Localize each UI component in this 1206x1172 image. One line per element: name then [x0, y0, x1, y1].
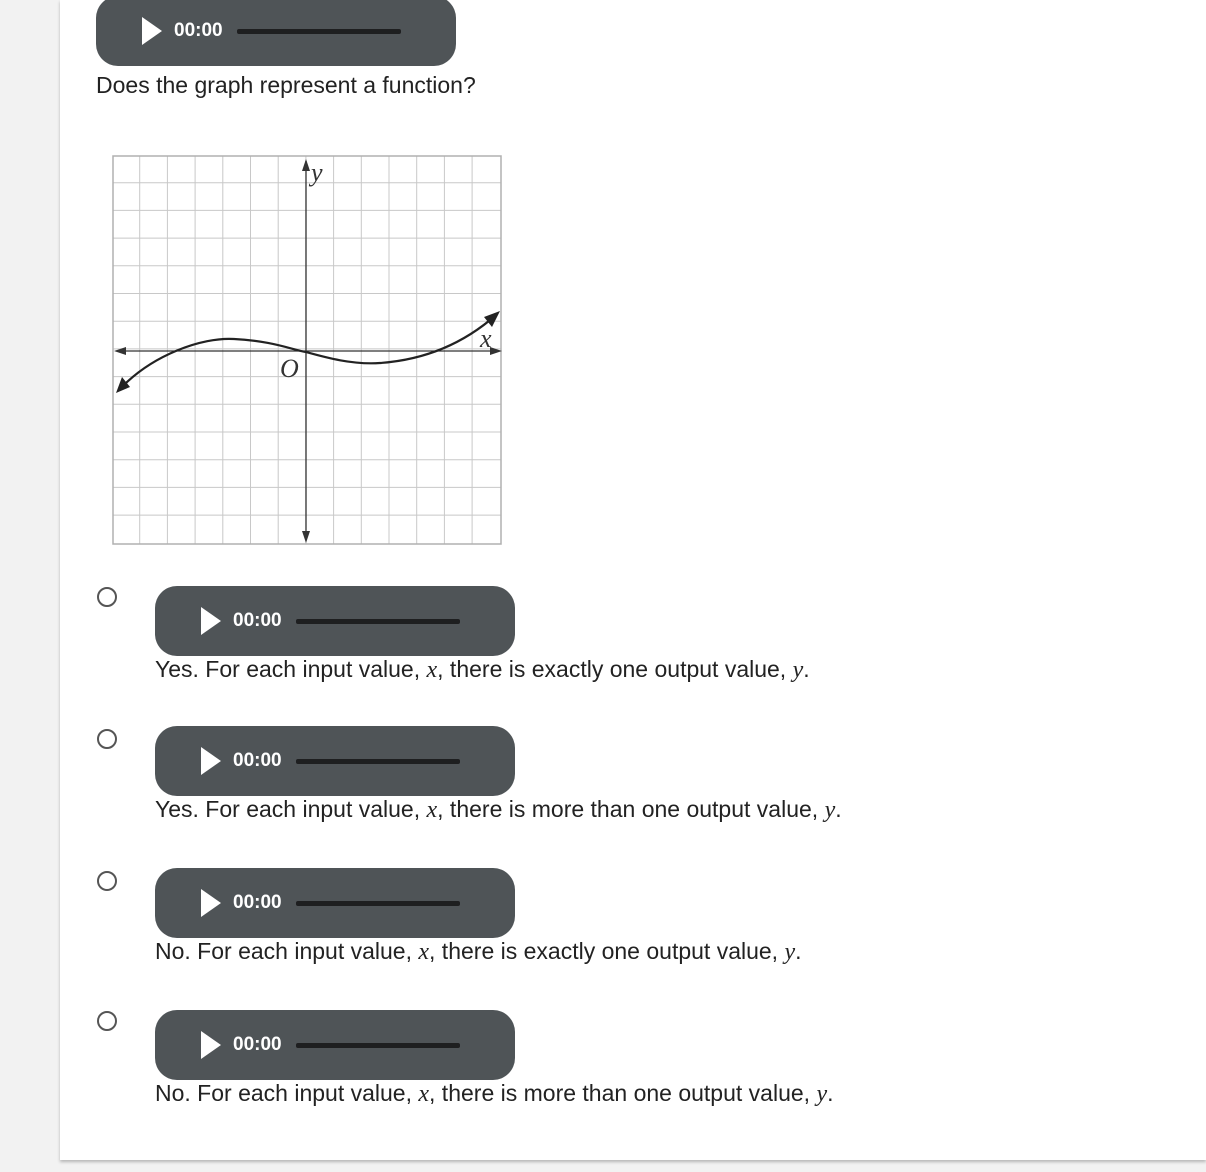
graph-grid [113, 156, 501, 544]
audio-progress-track[interactable] [296, 901, 460, 906]
audio-time: 00:00 [174, 20, 223, 41]
choice-4-radio[interactable] [97, 1011, 117, 1031]
y-axis-down-arrow [302, 531, 310, 543]
question-text: Does the graph represent a function? [96, 72, 476, 98]
choice-3-audio-player[interactable] [155, 868, 515, 938]
play-icon[interactable] [142, 17, 162, 45]
x-axis-left-arrow [114, 347, 126, 355]
origin-label: O [280, 354, 299, 383]
audio-time: 00:00 [233, 1034, 282, 1055]
choice-1-radio[interactable] [97, 587, 117, 607]
play-icon[interactable] [201, 607, 221, 635]
play-icon[interactable] [201, 747, 221, 775]
y-axis-up-arrow [302, 159, 310, 171]
audio-progress-track[interactable] [296, 619, 460, 624]
choice-1-text[interactable]: Yes. For each input value, x, there is exactly one output value, y. [155, 656, 810, 683]
choice-4-text[interactable]: No. For each input value, x, there is more than one output value, y. [155, 1080, 834, 1107]
x-axis-label: x [480, 324, 492, 353]
choice-2-text[interactable]: Yes. For each input value, x, there is more than one output value, y. [155, 796, 842, 823]
choice-2-radio[interactable] [97, 729, 117, 749]
audio-time: 00:00 [233, 610, 282, 631]
choice-1-audio-player[interactable] [155, 586, 515, 656]
function-curve [120, 315, 496, 389]
audio-progress-track[interactable] [296, 1043, 460, 1048]
graph-border [113, 156, 501, 544]
audio-time: 00:00 [233, 892, 282, 913]
question-audio-player[interactable] [96, 0, 456, 66]
audio-time: 00:00 [233, 750, 282, 771]
choice-3-text[interactable]: No. For each input value, x, there is exactly one output value, y. [155, 938, 802, 965]
function-graph [112, 155, 504, 547]
play-icon[interactable] [201, 889, 221, 917]
audio-progress-track[interactable] [296, 759, 460, 764]
curve-left-arrow [116, 377, 130, 393]
choice-3-radio[interactable] [97, 871, 117, 891]
choice-2-audio-player[interactable] [155, 726, 515, 796]
play-icon[interactable] [201, 1031, 221, 1059]
x-axis-right-arrow [490, 347, 502, 355]
y-axis-label: y [311, 158, 323, 187]
audio-progress-track[interactable] [237, 29, 401, 34]
choice-4-audio-player[interactable] [155, 1010, 515, 1080]
